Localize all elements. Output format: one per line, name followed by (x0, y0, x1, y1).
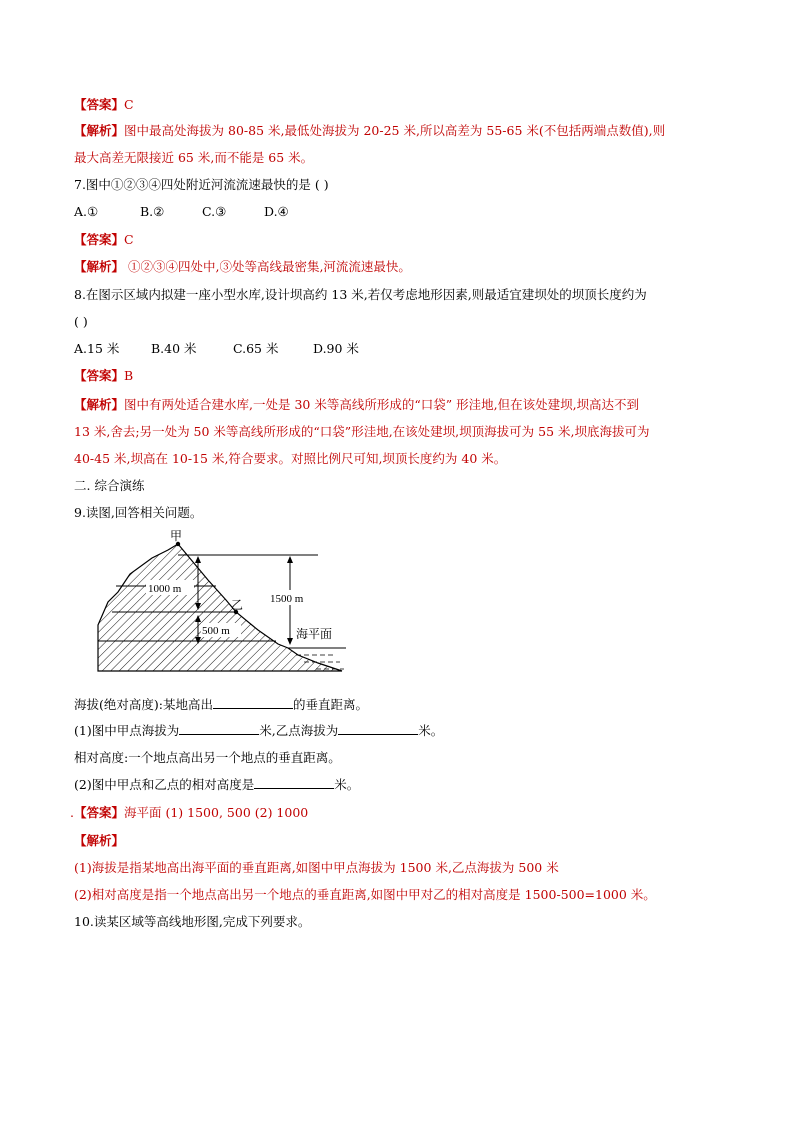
q7-analysis: 【解析】 ①②③④四处中,③处等高线最密集,河流流速最快。 (74, 259, 411, 274)
q7-option-a: A.① (74, 204, 99, 219)
q10-question: 10.读某区域等高线地形图,完成下列要求。 (74, 914, 311, 929)
q8-analysis-line1: 【解析】图中有两处适合建水库,一处是 30 米等高线所形成的“口袋” 形洼地,但在该处建坝,坝高达不到 (74, 397, 640, 412)
q7-option-c: C.③ (202, 204, 227, 219)
q9-def-relative: 相对高度:一个地点高出另一个地点的垂直距离。 (74, 750, 341, 765)
label-jia: 甲 (170, 530, 183, 543)
q6-analysis-line2: 最大高差无限接近 65 米,而不能是 65 米。 (74, 150, 314, 165)
arrowhead (287, 556, 293, 563)
q9-part2: (2)图中甲点和乙点的相对高度是 米。 (74, 777, 360, 792)
q8-options (74, 340, 734, 358)
label-1000m: 1000 m (148, 583, 182, 595)
q9-part1: (1)图中甲点海拔为 米,乙点海拔为 米。 (74, 723, 444, 738)
elevation-figure (90, 530, 360, 678)
q8-question-line1: 8.在图示区域内拟建一座小型水库,设计坝高约 13 米,若仅考虑地形因素,则最适宜建坝处的坝顶长度约为 (74, 287, 647, 302)
q9-question: 9.读图,回答相关问题。 (74, 505, 203, 520)
blank[interactable] (179, 722, 259, 735)
q9-analysis-line2: (2)相对高度是指一个地点高出另一个地点的垂直距离,如图中甲对乙的相对高度是 1500-500=1000 米。 (74, 887, 656, 902)
q9-answer: .【答案】海平面 (1) 1500, 500 (2) 1000 (70, 805, 309, 820)
q6-analysis-line1: 【解析】图中最高处海拔为 80-85 米,最低处海拔为 20-25 米,所以高差为 55-65 米(不包括两端点数值),则 (74, 123, 666, 138)
blank[interactable] (338, 722, 418, 735)
arrowhead (195, 556, 201, 563)
q8-option-a: A.15 米 (74, 341, 120, 356)
q8-analysis-line3: 40-45 米,坝高在 10-15 米,符合要求。对照比例尺可知,坝顶长度约为 40 米。 (74, 451, 507, 466)
q7-question: 7.图中①②③④四处附近河流流速最快的是 ( ) (74, 177, 329, 192)
q7-answer: 【答案】C (74, 232, 134, 247)
q9-def-altitude: 海拔(绝对高度):某地高出 的垂直距离。 (74, 697, 368, 712)
label-1500m: 1500 m (270, 593, 304, 605)
q8-analysis-line2: 13 米,舍去;另一处为 50 米等高线所形成的“口袋”形洼地,在该处建坝,坝顶海拔可为 55 米,坝底海拔可为 (74, 424, 650, 439)
q7-option-b: B.② (140, 204, 165, 219)
mountain-profile (98, 544, 342, 671)
blank[interactable] (213, 696, 293, 709)
q7-options (74, 203, 734, 221)
q8-option-c: C.65 米 (233, 341, 279, 356)
q9-analysis-line1: (1)海拔是指某地高出海平面的垂直距离,如图中甲点海拔为 1500 米,乙点海拔为 500 米 (74, 860, 559, 875)
q8-option-b: B.40 米 (151, 341, 197, 356)
q6-answer: 【答案】C (74, 97, 134, 112)
q8-question-line2: ( ) (74, 314, 88, 329)
label-sea-level: 海平面 (296, 627, 333, 641)
label-yi: 乙 (231, 598, 244, 612)
arrowhead (287, 638, 293, 645)
label-500m: 500 m (202, 625, 230, 637)
q7-option-d: D.④ (264, 204, 289, 219)
q9-analysis-tag: 【解析】 (74, 833, 125, 848)
q8-answer: 【答案】B (74, 368, 134, 383)
q8-option-d: D.90 米 (313, 341, 359, 356)
blank[interactable] (254, 776, 334, 789)
section-heading: 二. 综合演练 (74, 478, 145, 493)
